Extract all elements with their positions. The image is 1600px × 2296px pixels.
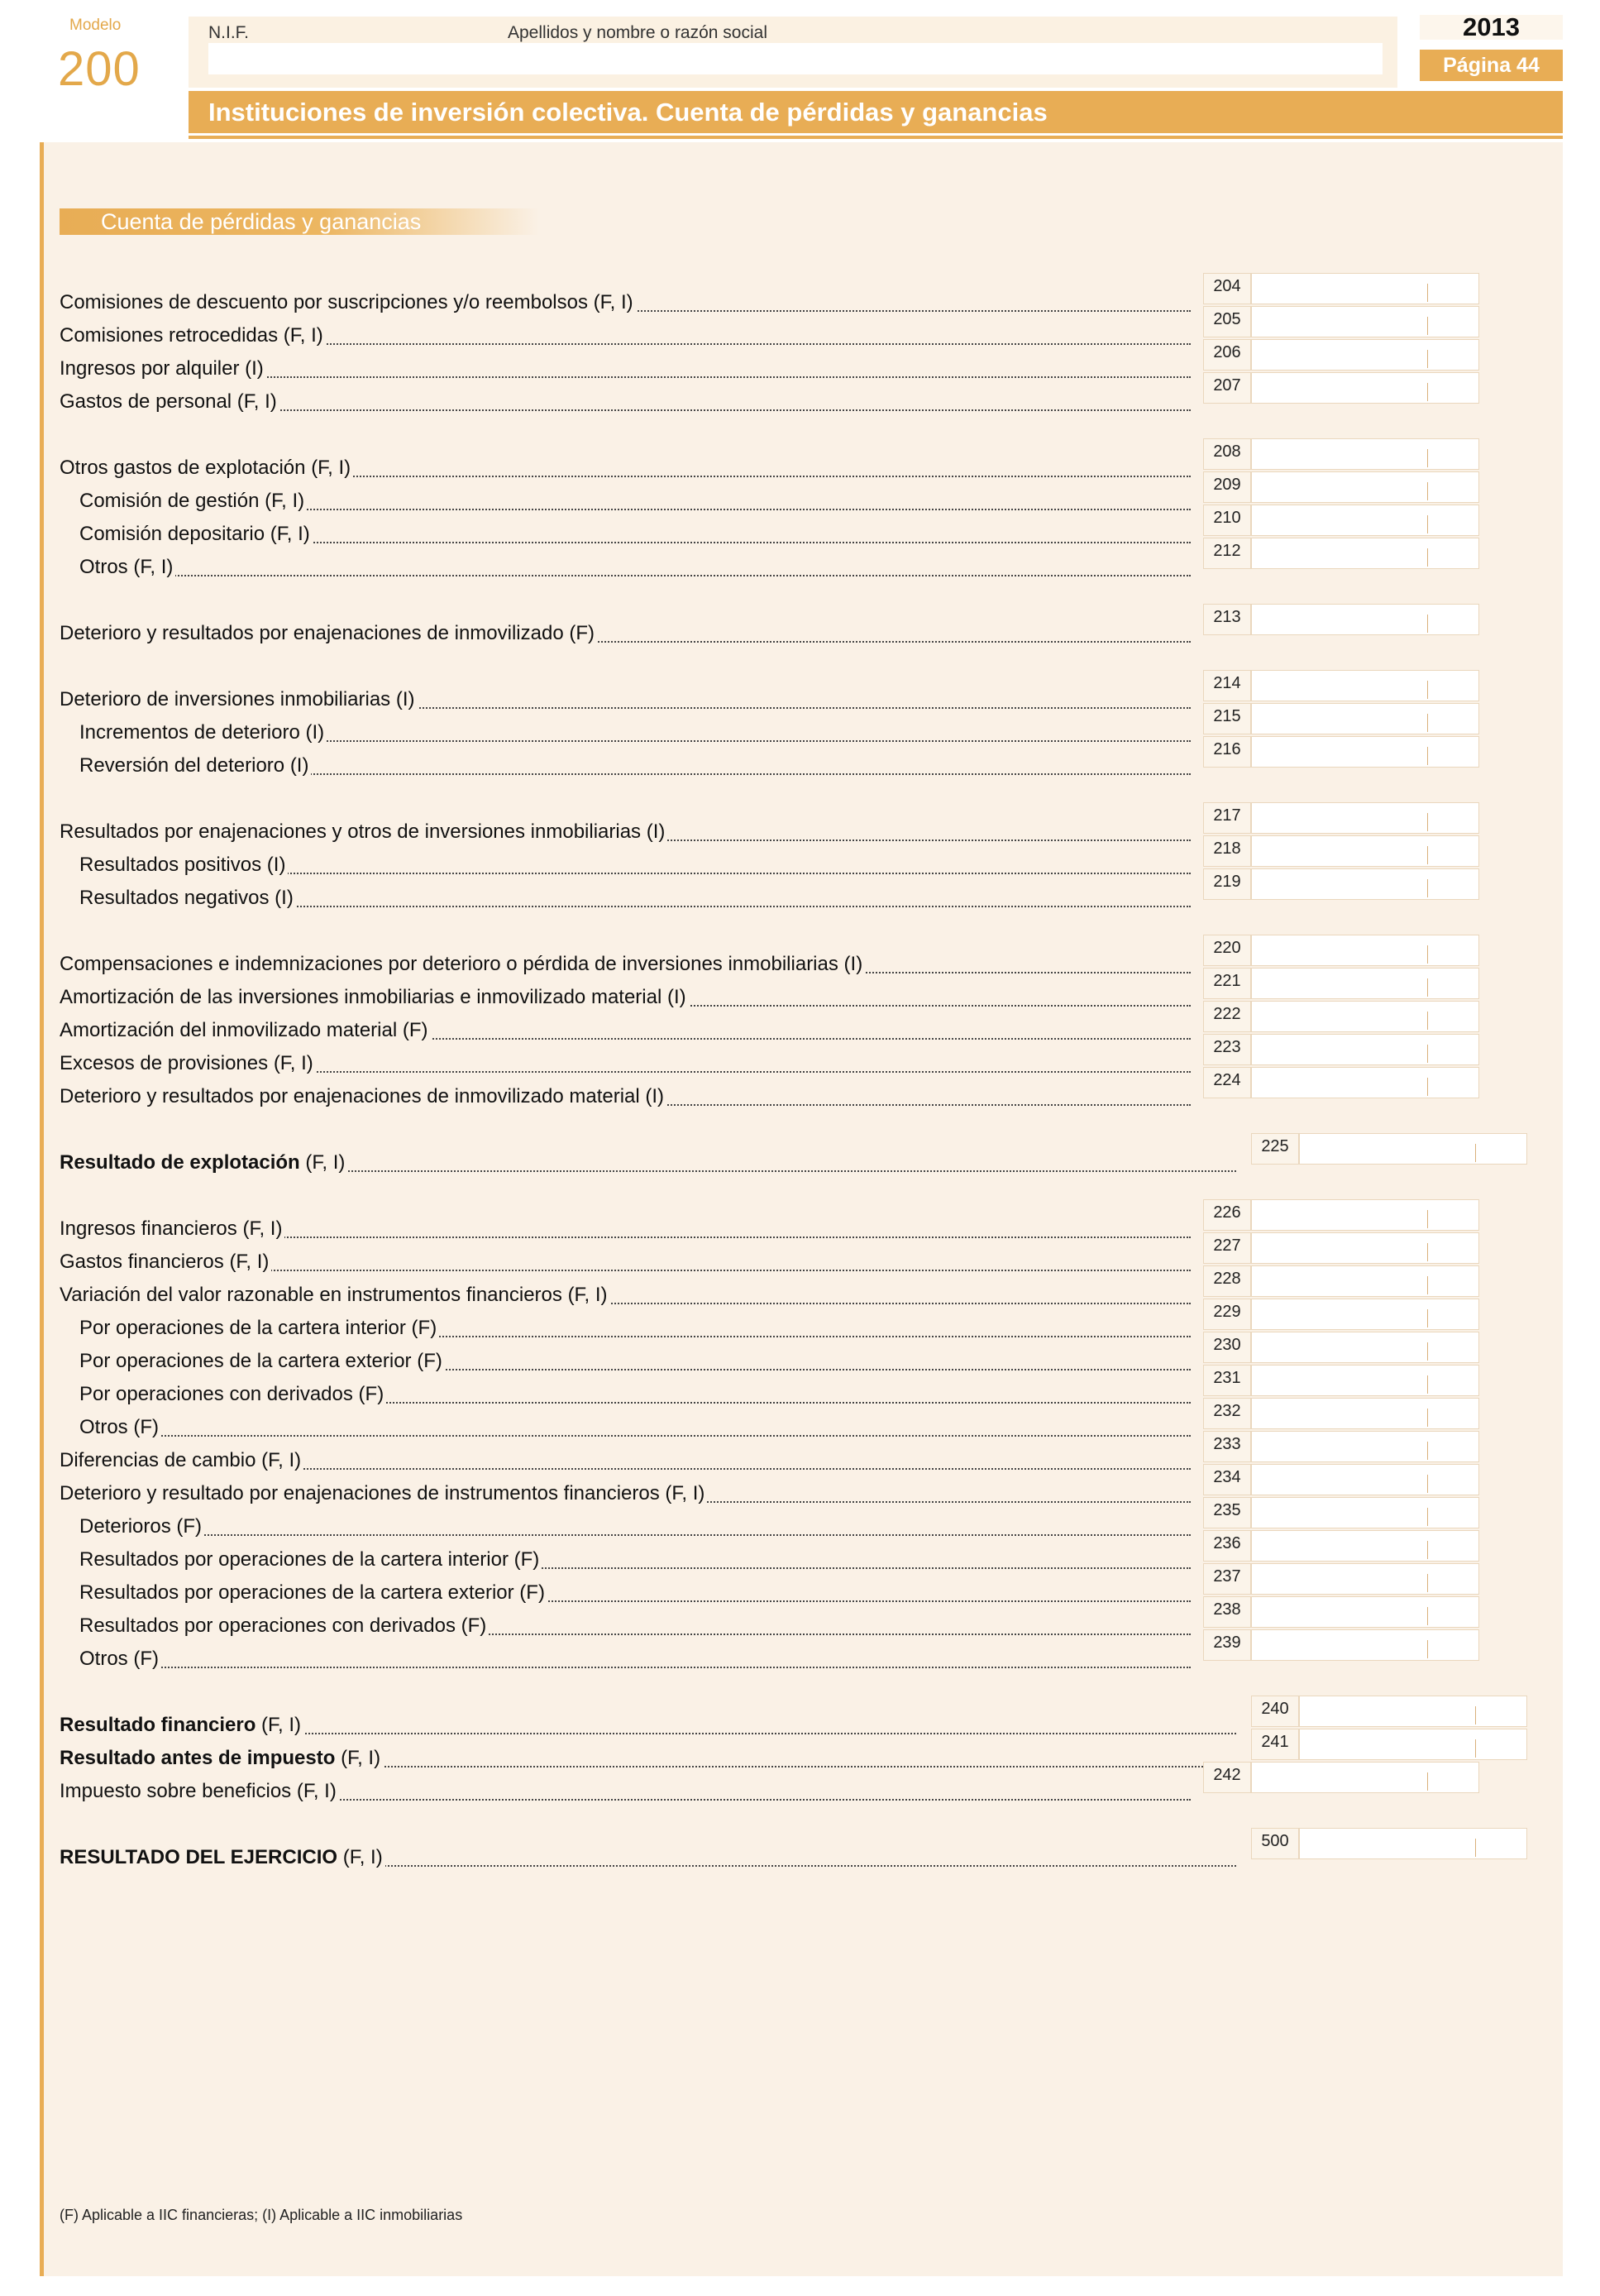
amount-field-210[interactable]	[1251, 505, 1479, 536]
row-suffix: (F)	[176, 1515, 203, 1538]
row-title: Resultados por operaciones de la cartera interior	[79, 1548, 509, 1571]
decimal-separator	[1427, 1442, 1428, 1460]
box-code-228: 228	[1203, 1265, 1251, 1297]
box-code-233: 233	[1203, 1431, 1251, 1462]
row-label-239	[79, 1643, 1191, 1676]
amount-field-228[interactable]	[1251, 1265, 1479, 1297]
decimal-separator	[1427, 1309, 1428, 1327]
row-text	[79, 1416, 161, 1438]
row-text	[60, 457, 353, 479]
row-suffix: (I)	[305, 721, 325, 744]
row-suffix: (F)	[417, 1350, 442, 1372]
row-title: Otros gastos de explotación	[60, 457, 306, 479]
row-suffix: (F)	[569, 622, 595, 644]
row-title: Ingresos financieros	[60, 1217, 237, 1240]
row-text	[60, 820, 667, 843]
row-label-226	[60, 1213, 1191, 1246]
amount-field-209[interactable]	[1251, 471, 1479, 503]
row-label-225	[60, 1146, 1236, 1179]
row-text	[60, 953, 865, 975]
row-suffix: (F)	[513, 1548, 540, 1571]
decimal-separator	[1427, 846, 1428, 864]
decimal-separator	[1427, 813, 1428, 831]
box-code-227: 227	[1203, 1232, 1251, 1264]
row-suffix: (I)	[646, 820, 666, 843]
decimal-separator	[1427, 1078, 1428, 1096]
row-text	[79, 1317, 439, 1339]
amount-field-235[interactable]	[1251, 1497, 1479, 1528]
decimal-separator	[1427, 317, 1428, 335]
row-label-230	[79, 1345, 1191, 1378]
decimal-separator	[1475, 1706, 1476, 1724]
row-text	[60, 357, 266, 380]
row-text	[79, 523, 313, 545]
box-code-206: 206	[1203, 339, 1251, 371]
row-title: Comisiones de descuento por suscripciones y/o reembolsos	[60, 291, 588, 313]
box-code-219: 219	[1203, 868, 1251, 900]
row-suffix: (I)	[266, 854, 286, 876]
row-title: Gastos de personal	[60, 390, 232, 413]
row-label-209	[79, 485, 1191, 518]
row-suffix: (F, I)	[273, 1052, 313, 1074]
amount-field-231[interactable]	[1251, 1365, 1479, 1396]
row-label-231	[79, 1378, 1191, 1411]
row-label-204	[60, 286, 1191, 319]
amount-field-213[interactable]	[1251, 604, 1479, 635]
box-code-242: 242	[1203, 1762, 1251, 1793]
row-title: Deterioro y resultados por enajenaciones de inmovilizado	[60, 622, 564, 644]
row-title: Excesos de provisiones	[60, 1052, 269, 1074]
row-suffix: (F, I)	[342, 1846, 383, 1868]
row-title: Diferencias de cambio	[60, 1449, 256, 1471]
amount-field-204[interactable]	[1251, 273, 1479, 304]
row-label-224	[60, 1080, 1191, 1113]
row-text	[79, 1350, 445, 1372]
row-text	[60, 1482, 707, 1504]
row-suffix: (F, I)	[236, 390, 277, 413]
decimal-separator	[1427, 747, 1428, 765]
leader-dots	[79, 1534, 1191, 1536]
row-suffix: (F, I)	[283, 324, 323, 347]
year-label: 2013	[1420, 15, 1563, 40]
row-suffix: (F, I)	[242, 1217, 283, 1240]
row-title: Resultado financiero	[60, 1714, 256, 1736]
amount-field-212[interactable]	[1251, 538, 1479, 569]
row-suffix: (F, I)	[341, 1747, 381, 1769]
row-title: Resultados por operaciones de la cartera exterior	[79, 1581, 514, 1604]
row-title: Deterioro de inversiones inmobiliarias	[60, 688, 391, 710]
decimal-separator	[1427, 1772, 1428, 1791]
row-text	[79, 1614, 489, 1637]
nif-label: N.I.F.	[208, 23, 250, 42]
row-title: Otros	[79, 1648, 128, 1670]
amount-field-226[interactable]	[1251, 1199, 1479, 1231]
decimal-separator	[1427, 1508, 1428, 1526]
amount-field-222[interactable]	[1251, 1001, 1479, 1032]
row-suffix: (F)	[461, 1614, 487, 1637]
row-title: Incrementos de deterioro	[79, 721, 300, 744]
row-text	[60, 1019, 431, 1041]
row-suffix: (F)	[133, 1648, 160, 1670]
row-title: Comisiones retrocedidas	[60, 324, 279, 347]
decimal-separator	[1427, 714, 1428, 732]
box-code-217: 217	[1203, 802, 1251, 834]
amount-field-500[interactable]	[1299, 1828, 1527, 1859]
box-code-230: 230	[1203, 1332, 1251, 1363]
row-text	[60, 986, 689, 1008]
box-code-224: 224	[1203, 1067, 1251, 1098]
box-code-220: 220	[1203, 935, 1251, 966]
amount-field-232[interactable]	[1251, 1398, 1479, 1429]
row-label-221	[60, 981, 1191, 1014]
box-code-216: 216	[1203, 736, 1251, 768]
row-label-235	[79, 1510, 1191, 1543]
row-title: Resultados por enajenaciones y otros de inversiones inmobiliarias	[60, 820, 642, 843]
row-title: Resultado de explotación	[60, 1151, 300, 1174]
decimal-separator	[1475, 1739, 1476, 1758]
row-label-212	[79, 551, 1191, 584]
leader-dots	[79, 575, 1191, 576]
amount-field-240[interactable]	[1299, 1696, 1527, 1727]
amount-field-239[interactable]	[1251, 1629, 1479, 1661]
decimal-separator	[1427, 945, 1428, 964]
box-code-213: 213	[1203, 604, 1251, 635]
row-text	[60, 1151, 347, 1174]
amount-field-227[interactable]	[1251, 1232, 1479, 1264]
row-text	[60, 324, 326, 347]
row-suffix: (F, I)	[665, 1482, 705, 1504]
amount-field-242[interactable]	[1251, 1762, 1479, 1793]
amount-field-236[interactable]	[1251, 1530, 1479, 1562]
amount-field-221[interactable]	[1251, 968, 1479, 999]
row-label-205	[60, 319, 1191, 352]
amount-field-218[interactable]	[1251, 835, 1479, 867]
box-code-229: 229	[1203, 1299, 1251, 1330]
nif-field[interactable]	[208, 43, 511, 74]
box-code-223: 223	[1203, 1034, 1251, 1065]
row-label-218	[79, 849, 1191, 882]
box-code-232: 232	[1203, 1398, 1251, 1429]
amount-field-206[interactable]	[1251, 339, 1479, 371]
row-label-217	[60, 816, 1191, 849]
row-label-223	[60, 1047, 1191, 1080]
row-label-210	[79, 518, 1191, 551]
box-code-226: 226	[1203, 1199, 1251, 1231]
leader-dots	[79, 1667, 1191, 1668]
row-suffix: (F, I)	[567, 1284, 608, 1306]
decimal-separator	[1427, 1541, 1428, 1559]
decimal-separator	[1427, 1375, 1428, 1394]
box-code-205: 205	[1203, 306, 1251, 337]
box-code-239: 239	[1203, 1629, 1251, 1661]
row-title: Deterioro y resultados por enajenaciones de inmovilizado material	[60, 1085, 640, 1107]
row-suffix: (F, I)	[133, 556, 174, 578]
box-code-231: 231	[1203, 1365, 1251, 1396]
box-code-240: 240	[1251, 1696, 1299, 1727]
decimal-separator	[1427, 681, 1428, 699]
row-text	[60, 390, 279, 413]
decimal-separator	[1475, 1839, 1476, 1857]
row-suffix: (F, I)	[270, 523, 310, 545]
box-code-236: 236	[1203, 1530, 1251, 1562]
decimal-separator	[1427, 1243, 1428, 1261]
amount-field-241[interactable]	[1299, 1729, 1527, 1760]
amount-field-224[interactable]	[1251, 1067, 1479, 1098]
amount-field-217[interactable]	[1251, 802, 1479, 834]
row-label-227	[60, 1246, 1191, 1279]
row-text	[79, 1548, 542, 1571]
row-label-208	[60, 452, 1191, 485]
row-title: Amortización del inmovilizado material	[60, 1019, 398, 1041]
modelo-label: Modelo	[69, 17, 122, 34]
row-text	[60, 1284, 610, 1306]
row-label-219	[79, 882, 1191, 915]
box-code-234: 234	[1203, 1464, 1251, 1495]
amount-field-205[interactable]	[1251, 306, 1479, 337]
row-suffix: (F, I)	[593, 291, 633, 313]
box-code-225: 225	[1251, 1133, 1299, 1165]
row-title: Amortización de las inversiones inmobiliarias e inmovilizado material	[60, 986, 662, 1008]
row-suffix: (F)	[519, 1581, 545, 1604]
amount-field-207[interactable]	[1251, 372, 1479, 404]
row-label-215	[79, 716, 1191, 749]
row-suffix: (F)	[133, 1416, 160, 1438]
decimal-separator	[1475, 1144, 1476, 1162]
section-title: Cuenta de pérdidas y ganancias	[60, 208, 539, 235]
row-suffix: (I)	[843, 953, 863, 975]
title-underline	[189, 136, 1563, 139]
amount-field-215[interactable]	[1251, 703, 1479, 734]
row-suffix: (I)	[245, 357, 264, 380]
row-label-238	[79, 1610, 1191, 1643]
row-title: Por operaciones de la cartera interior	[79, 1317, 406, 1339]
row-title: Variación del valor razonable en instrumentos financieros	[60, 1284, 562, 1306]
name-label: Apellidos y nombre o razón social	[508, 23, 767, 42]
row-title: Impuesto sobre beneficios	[60, 1780, 292, 1802]
row-text	[60, 1251, 271, 1273]
amount-field-219[interactable]	[1251, 868, 1479, 900]
box-code-209: 209	[1203, 471, 1251, 503]
row-title: RESULTADO DEL EJERCICIO	[60, 1846, 338, 1868]
row-title: Resultados por operaciones con derivados	[79, 1614, 456, 1637]
decimal-separator	[1427, 1276, 1428, 1294]
box-code-207: 207	[1203, 372, 1251, 404]
row-suffix: (F, I)	[305, 1151, 346, 1174]
row-label-207	[60, 385, 1191, 419]
row-suffix: (F, I)	[261, 1449, 302, 1471]
row-text	[79, 556, 175, 578]
decimal-separator	[1427, 383, 1428, 401]
row-suffix: (I)	[645, 1085, 665, 1107]
row-suffix: (F)	[358, 1383, 384, 1405]
decimal-separator	[1427, 1409, 1428, 1427]
decimal-separator	[1427, 1574, 1428, 1592]
decimal-separator	[1427, 615, 1428, 633]
box-code-222: 222	[1203, 1001, 1251, 1032]
decimal-separator	[1427, 1342, 1428, 1361]
amount-field-214[interactable]	[1251, 670, 1479, 701]
row-suffix: (I)	[275, 887, 294, 909]
footnote: (F) Aplicable a IIC financieras; (I) Aplicable a IIC inmobiliarias	[60, 2207, 463, 2223]
row-text	[79, 1383, 386, 1405]
box-code-241: 241	[1251, 1729, 1299, 1760]
box-code-210: 210	[1203, 505, 1251, 536]
row-suffix: (F)	[411, 1317, 437, 1339]
row-text	[79, 721, 327, 744]
row-label-214	[60, 683, 1191, 716]
amount-field-229[interactable]	[1251, 1299, 1479, 1330]
row-text	[60, 1780, 339, 1802]
row-title: Comisión de gestión	[79, 490, 260, 512]
decimal-separator	[1427, 1045, 1428, 1063]
row-text	[79, 887, 296, 909]
row-title: Comisión depositario	[79, 523, 265, 545]
decimal-separator	[1427, 350, 1428, 368]
decimal-separator	[1427, 1607, 1428, 1625]
row-title: Otros	[79, 1416, 128, 1438]
row-title: Por operaciones de la cartera exterior	[79, 1350, 412, 1372]
row-title: Ingresos por alquiler	[60, 357, 240, 380]
row-suffix: (I)	[395, 688, 415, 710]
row-title: Compensaciones e indemnizaciones por deterioro o pérdida de inversiones inmobiliarias	[60, 953, 838, 975]
row-text	[79, 1515, 204, 1538]
row-suffix: (F, I)	[265, 490, 305, 512]
row-label-229	[79, 1312, 1191, 1345]
row-label-206	[60, 352, 1191, 385]
row-label-241	[60, 1742, 1236, 1775]
row-label-236	[79, 1543, 1191, 1576]
page-label: Página 44	[1420, 50, 1563, 81]
row-label-240	[60, 1709, 1236, 1742]
row-title: Reversión del deterioro	[79, 754, 285, 777]
row-title: Resultado antes de impuesto	[60, 1747, 336, 1769]
row-text	[60, 622, 597, 644]
row-text	[60, 1449, 303, 1471]
box-code-218: 218	[1203, 835, 1251, 867]
row-title: Resultados negativos	[79, 887, 270, 909]
decimal-separator	[1427, 515, 1428, 533]
row-title: Gastos financieros	[60, 1251, 224, 1273]
row-label-500	[60, 1841, 1236, 1874]
row-suffix: (I)	[289, 754, 309, 777]
amount-field-223[interactable]	[1251, 1034, 1479, 1065]
row-text	[79, 854, 288, 876]
row-text	[60, 1052, 316, 1074]
box-code-238: 238	[1203, 1596, 1251, 1628]
row-title: Deterioro y resultado por enajenaciones de instrumentos financieros	[60, 1482, 660, 1504]
row-label-242	[60, 1775, 1191, 1808]
decimal-separator	[1427, 879, 1428, 897]
amount-field-237[interactable]	[1251, 1563, 1479, 1595]
row-title: Por operaciones con derivados	[79, 1383, 353, 1405]
row-text	[60, 291, 636, 313]
box-code-235: 235	[1203, 1497, 1251, 1528]
box-code-204: 204	[1203, 273, 1251, 304]
row-suffix: (F, I)	[261, 1714, 302, 1736]
row-suffix: (F)	[402, 1019, 428, 1041]
decimal-separator	[1427, 482, 1428, 500]
modelo-number: 200	[58, 42, 141, 96]
row-label-220	[60, 948, 1191, 981]
decimal-separator	[1427, 1012, 1428, 1030]
page-title: Instituciones de inversión colectiva. Cuenta de pérdidas y ganancias	[189, 91, 1563, 133]
decimal-separator	[1427, 449, 1428, 467]
box-code-212: 212	[1203, 538, 1251, 569]
row-label-228	[60, 1279, 1191, 1312]
row-text	[60, 1747, 383, 1769]
row-text	[60, 688, 418, 710]
identification-box	[189, 17, 1397, 88]
row-suffix: (I)	[666, 986, 686, 1008]
decimal-separator	[1427, 1210, 1428, 1228]
box-code-208: 208	[1203, 438, 1251, 470]
decimal-separator	[1427, 978, 1428, 997]
amount-field-238[interactable]	[1251, 1596, 1479, 1628]
box-code-221: 221	[1203, 968, 1251, 999]
row-label-234	[60, 1477, 1191, 1510]
row-label-237	[79, 1576, 1191, 1610]
box-code-237: 237	[1203, 1563, 1251, 1595]
row-label-233	[60, 1444, 1191, 1477]
row-text	[60, 1085, 666, 1107]
row-text	[79, 754, 311, 777]
row-title: Otros	[79, 556, 128, 578]
row-text	[79, 1581, 547, 1604]
row-title: Resultados positivos	[79, 854, 262, 876]
box-code-500: 500	[1251, 1828, 1299, 1859]
row-text	[79, 1648, 161, 1670]
box-code-214: 214	[1203, 670, 1251, 701]
row-suffix: (F, I)	[296, 1780, 337, 1802]
box-code-215: 215	[1203, 703, 1251, 734]
amount-field-225[interactable]	[1299, 1133, 1527, 1165]
amount-field-208[interactable]	[1251, 438, 1479, 470]
decimal-separator	[1427, 1475, 1428, 1493]
row-text	[60, 1217, 284, 1240]
amount-field-220[interactable]	[1251, 935, 1479, 966]
amount-field-230[interactable]	[1251, 1332, 1479, 1363]
decimal-separator	[1427, 548, 1428, 567]
row-suffix: (F, I)	[311, 457, 351, 479]
row-label-216	[79, 749, 1191, 782]
row-label-222	[60, 1014, 1191, 1047]
row-label-213	[60, 617, 1191, 650]
row-title: Deterioros	[79, 1515, 171, 1538]
amount-field-233[interactable]	[1251, 1431, 1479, 1462]
decimal-separator	[1427, 1640, 1428, 1658]
row-text	[60, 1714, 303, 1736]
decimal-separator	[1427, 284, 1428, 302]
amount-field-234[interactable]	[1251, 1464, 1479, 1495]
amount-field-216[interactable]	[1251, 736, 1479, 768]
row-suffix: (F, I)	[229, 1251, 270, 1273]
row-text	[79, 490, 307, 512]
name-field[interactable]	[508, 43, 1383, 74]
row-label-232	[79, 1411, 1191, 1444]
leader-dots	[79, 1435, 1191, 1437]
row-text	[60, 1846, 385, 1868]
